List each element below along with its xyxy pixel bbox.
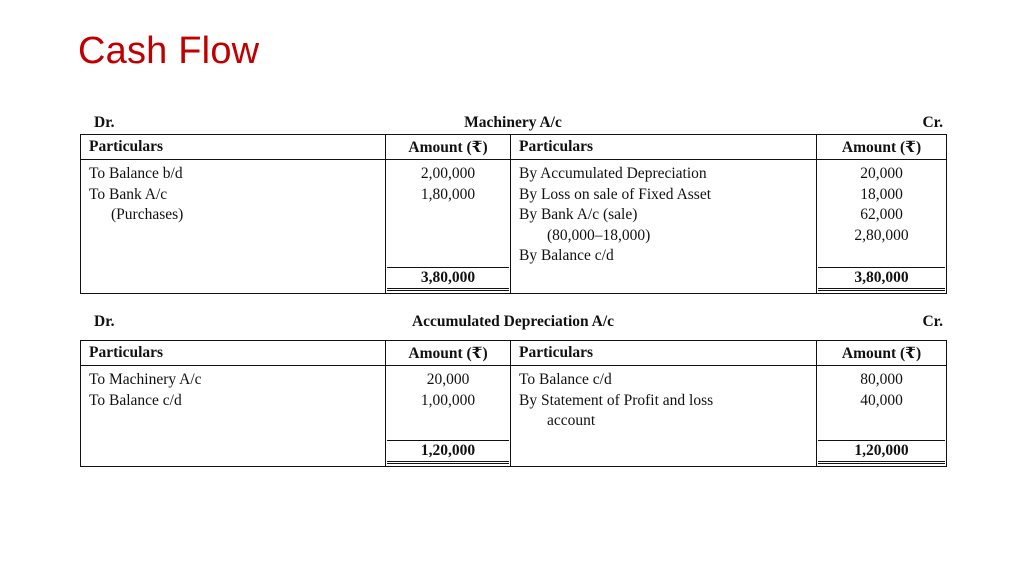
credit-amounts [817,366,947,440]
credit-amounts [817,160,947,267]
machinery-ledger [80,112,946,294]
list-item: By Statement of Profit and loss [519,391,714,409]
accum-dep-ledger [80,311,946,467]
debit-particulars [81,160,386,267]
debit-amount-header: Amount (₹) [386,135,511,160]
dr-label: Dr. [94,114,115,131]
debit-particulars-header: Particulars [81,135,386,160]
amount-value: 1,00,000 [420,391,476,409]
amount-value: 20,000 [860,165,903,182]
list-item: To Balance c/d [519,371,612,388]
list-item: By Loss on sale of Fixed Asset [519,185,712,203]
list-item: To Balance b/d [89,165,183,182]
credit-particulars [511,160,817,294]
dr-label: Dr. [94,313,115,330]
credit-amount-header: Amount (₹) [817,341,947,366]
debit-amounts [386,160,511,267]
debit-particulars-header: Particulars [81,341,386,366]
header-row [81,135,947,160]
debit-particulars [81,366,386,440]
amount-value: 62,000 [860,206,903,223]
amount-value: 80,000 [860,371,903,388]
list-item: (80,000–18,000) [547,226,651,244]
body-row [81,160,947,267]
debit-amount-header: Amount (₹) [386,341,511,366]
amount-value: 40,000 [860,391,903,409]
list-item: To Bank A/c [89,185,168,203]
credit-particulars [511,366,817,467]
machinery-table [80,134,947,294]
credit-total: 3,80,000 [818,267,945,291]
credit-particulars-header: Particulars [511,341,817,366]
slide-title: Cash Flow [78,30,260,72]
ledger-title: Machinery A/c [464,114,562,131]
list-item: account [547,412,596,429]
ledger-heading [80,112,946,134]
debit-amounts [386,366,511,440]
amount-value: 18,000 [860,185,903,203]
list-item: To Machinery A/c [89,371,202,388]
header-row [81,341,947,366]
list-item: (Purchases) [111,206,184,223]
list-item: To Balance c/d [89,391,182,409]
credit-particulars-header: Particulars [511,135,817,160]
amount-value: 2,00,000 [420,165,476,182]
body-row [81,366,947,440]
credit-amount-header: Amount (₹) [817,135,947,160]
list-item: By Balance c/d [519,247,614,264]
amount-value: 20,000 [426,371,470,388]
cr-label: Cr. [922,114,943,131]
amount-value: 1,80,000 [420,185,476,203]
list-item: By Accumulated Depreciation [519,165,707,182]
ledger-title: Accumulated Depreciation A/c [411,313,615,330]
list-item: By Bank A/c (sale) [519,206,638,223]
credit-total: 1,20,000 [818,440,945,464]
ledger-heading [80,311,946,340]
amount-value: 2,80,000 [854,226,909,244]
cr-label: Cr. [922,313,943,330]
debit-total: 3,80,000 [387,267,509,291]
debit-total: 1,20,000 [387,440,509,464]
accum-dep-table [80,340,947,467]
